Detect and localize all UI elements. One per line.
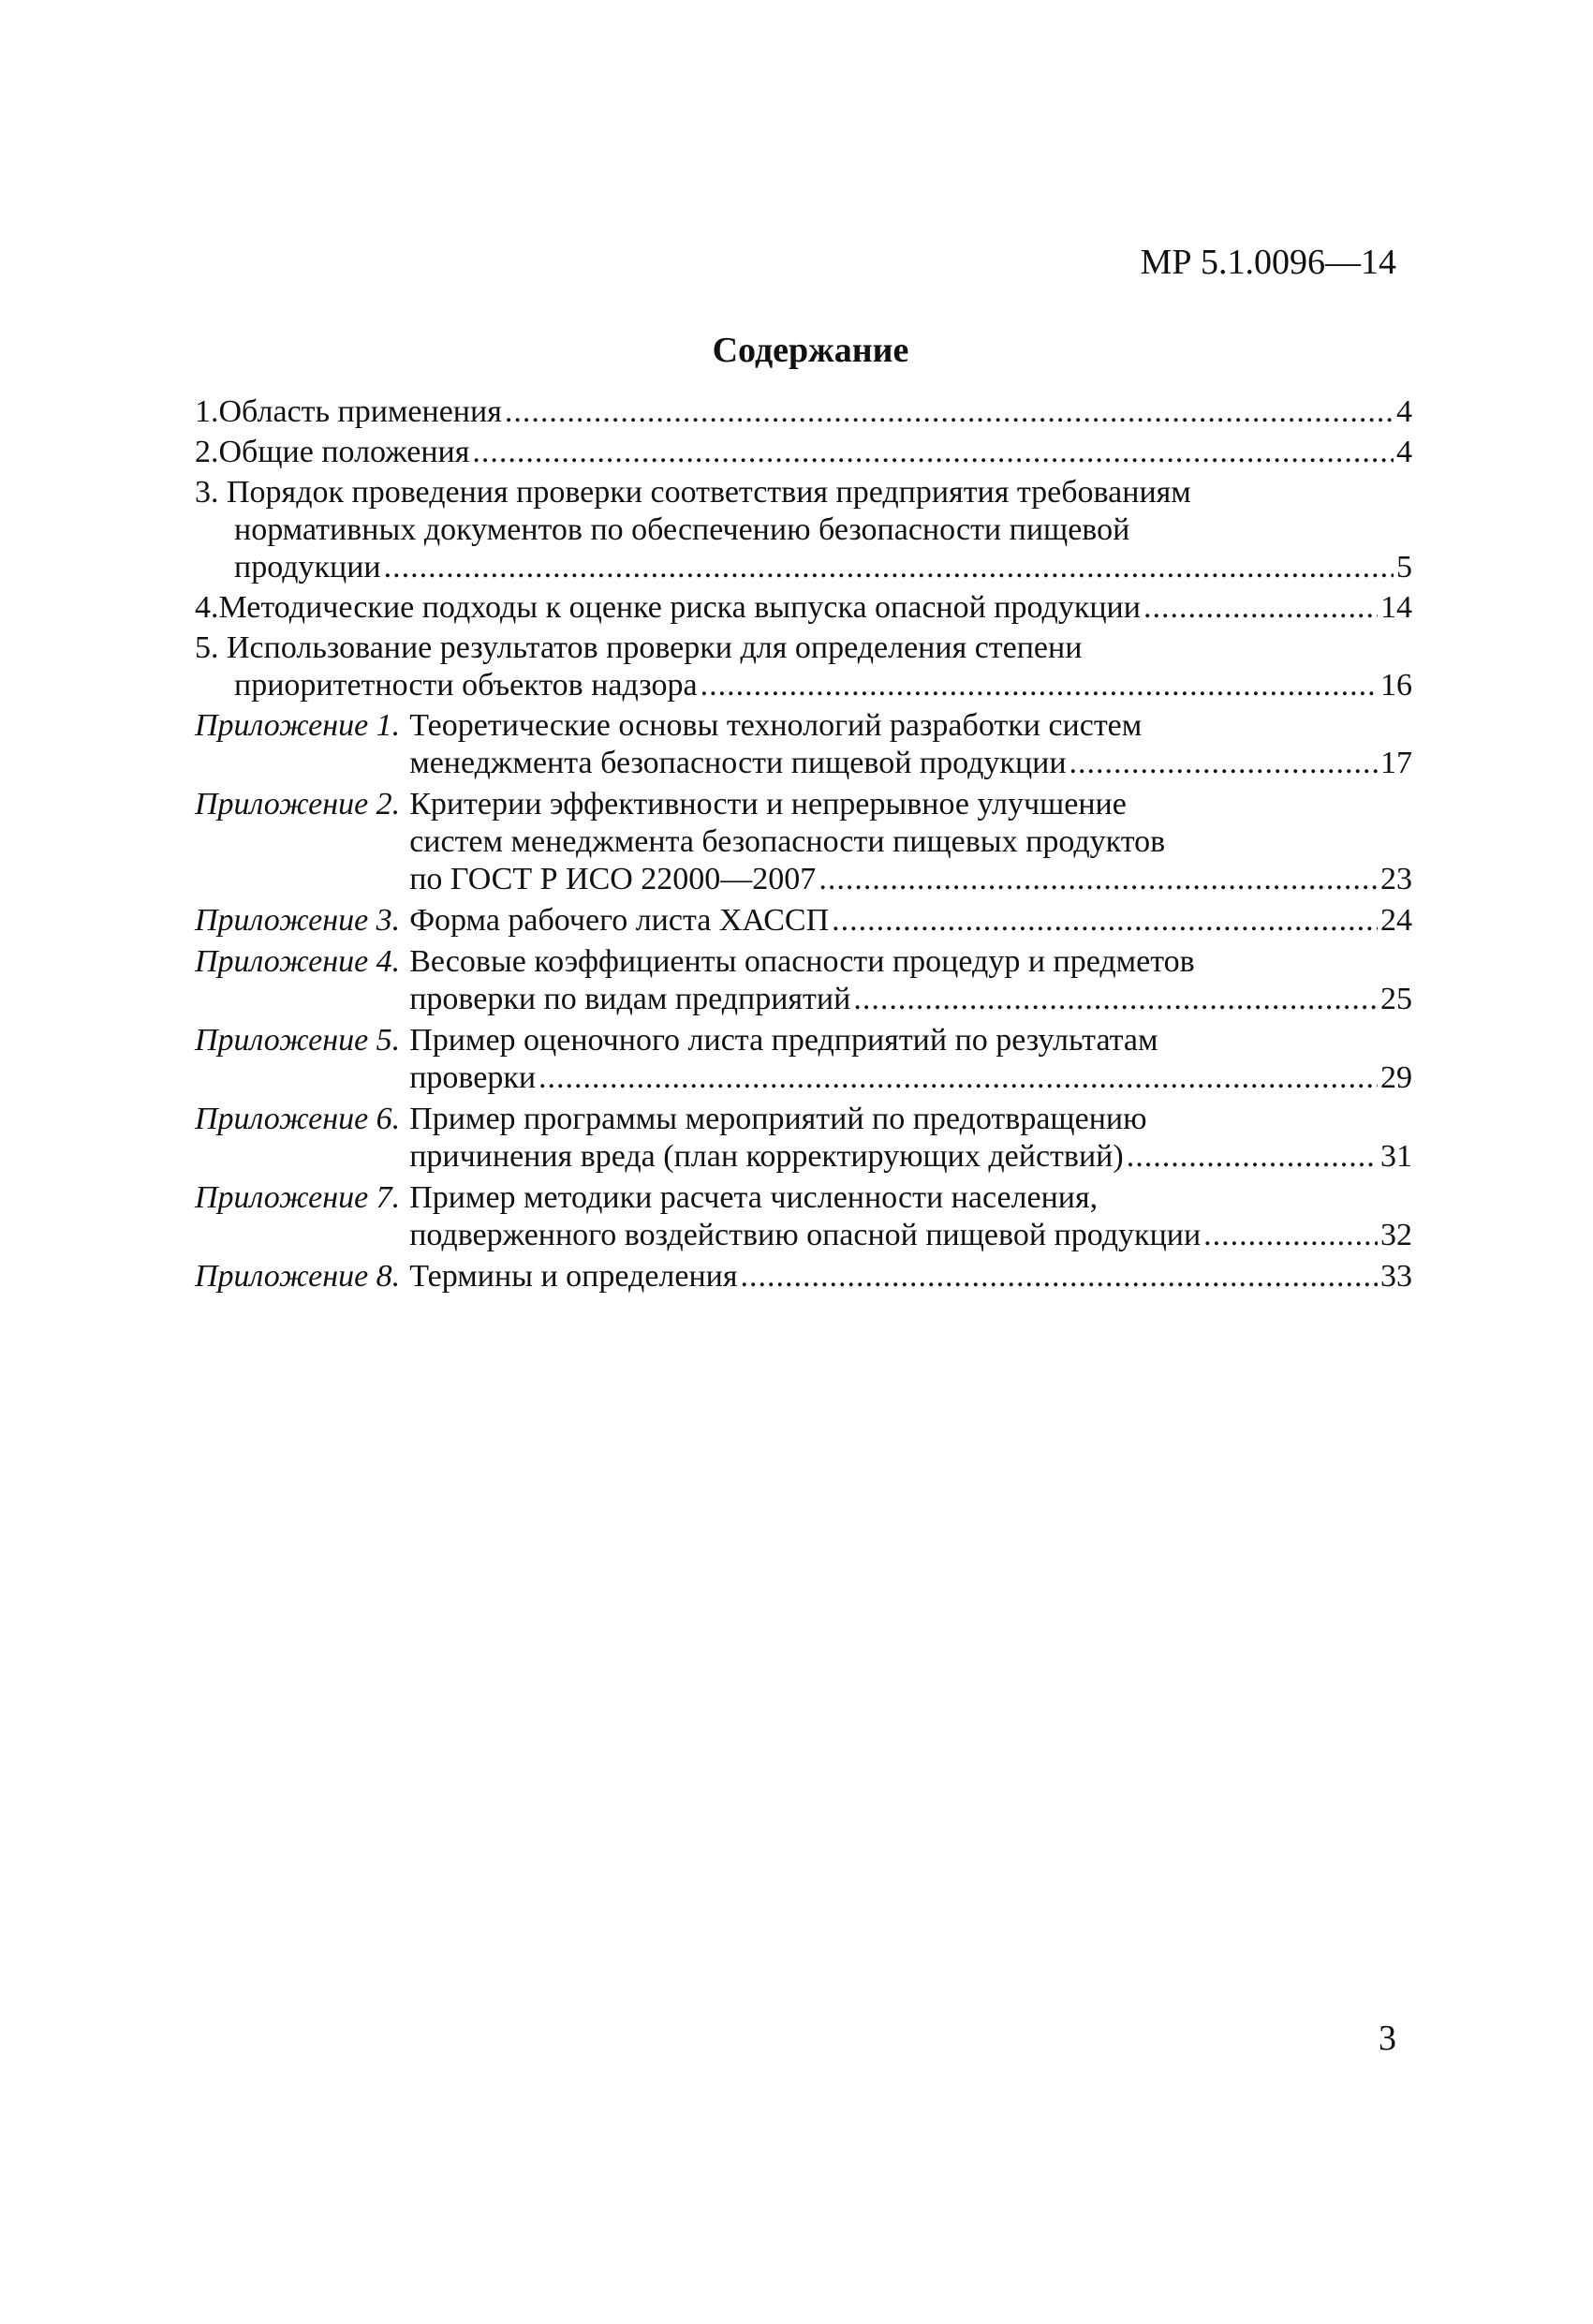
document-code: МР 5.1.0096—14: [1140, 243, 1396, 282]
dot-leader: [505, 393, 1394, 431]
appendix-label: Приложение 6.: [195, 1102, 401, 1136]
appendix-title: Термины и определения: [409, 1259, 738, 1294]
dot-leader: [853, 981, 1378, 1018]
dot-leader: [701, 667, 1378, 704]
toc-appendix-1[interactable]: [195, 707, 1412, 782]
toc-appendix-7[interactable]: [195, 1179, 1412, 1254]
appendix-label: Приложение 1.: [195, 708, 401, 743]
toc-entry-number: 3.: [195, 475, 227, 510]
dot-leader: [1069, 745, 1378, 782]
appendix-title: Пример методики расчета численности населения,: [409, 1180, 1099, 1215]
dot-leader: [472, 434, 1394, 471]
appendix-label: Приложение 2.: [195, 787, 401, 822]
appendix-title-cont: проверки по видам предприятий: [409, 982, 851, 1016]
toc-appendix-5[interactable]: [195, 1022, 1412, 1097]
toc-entry-number: 1.: [195, 394, 219, 429]
toc-entry-title-cont: продукции: [234, 550, 381, 585]
page-number: 3: [1379, 2019, 1396, 2058]
appendix-label: Приложение 3.: [195, 903, 401, 938]
appendix-label: Приложение 7.: [195, 1180, 401, 1215]
toc-appendix-2[interactable]: [195, 786, 1412, 898]
appendix-title-cont: по ГОСТ Р ИСО 22000—2007: [409, 862, 817, 896]
appendix-title-cont: причинения вреда (план корректирующих действий): [409, 1139, 1124, 1174]
appendix-label: Приложение 4.: [195, 944, 401, 979]
appendix-page: 29: [1380, 1060, 1412, 1095]
toc-title: Содержание: [712, 331, 909, 370]
dot-leader: [384, 549, 1394, 586]
appendix-title-cont: проверки: [409, 1060, 537, 1095]
toc-entry-3[interactable]: [195, 474, 1412, 586]
appendix-page: 17: [1380, 746, 1412, 780]
appendix-title: Форма рабочего листа ХАССП: [409, 903, 830, 938]
dot-leader: [832, 902, 1378, 940]
dot-leader: [1203, 1217, 1378, 1254]
toc-entry-title: Использование результатов проверки для определения степени: [227, 630, 1083, 665]
toc-entry-page: 5: [1396, 550, 1412, 585]
dot-leader: [538, 1059, 1378, 1097]
toc-appendix-4[interactable]: [195, 943, 1412, 1018]
dot-leader: [1143, 589, 1378, 627]
appendix-page: 33: [1380, 1259, 1412, 1294]
toc-entry-title: Порядок проведения проверки соответствия предприятия требованиям: [227, 475, 1191, 510]
appendix-label: Приложение 8.: [195, 1259, 401, 1294]
appendix-title: Весовые коэффициенты опасности процедур и предметов: [409, 944, 1195, 979]
toc-entry-title: Методические подходы к оценке риска выпуска опасной продукции: [218, 590, 1141, 625]
toc-entry-number: 2.: [195, 435, 219, 469]
appendix-title: Пример оценочного листа предприятий по результатам: [409, 1023, 1158, 1058]
appendix-page: 24: [1380, 903, 1412, 938]
dot-leader: [819, 861, 1378, 898]
toc-entry-title: Область применения: [218, 394, 502, 429]
toc-entry-number: 4.: [195, 590, 219, 625]
appendix-title: Критерии эффективности и непрерывное улучшение: [409, 787, 1127, 822]
toc-entry-title: Общие положения: [218, 435, 470, 469]
appendix-title-cont: менеджмента безопасности пищевой продукции: [409, 746, 1067, 780]
toc-entry-page: 4: [1396, 394, 1412, 429]
appendix-page: 31: [1380, 1139, 1412, 1174]
toc-entry-1[interactable]: [195, 393, 1412, 431]
toc-appendix-3[interactable]: [195, 902, 1412, 940]
toc-entry-5[interactable]: [195, 629, 1412, 704]
toc-entry-page: 16: [1380, 668, 1412, 703]
toc-appendix-8[interactable]: [195, 1258, 1412, 1295]
toc-entry-number: 5.: [195, 630, 227, 665]
appendix-page: 25: [1380, 982, 1412, 1016]
appendix-label: Приложение 5.: [195, 1023, 401, 1058]
appendix-title: Пример программы мероприятий по предотвращению: [409, 1102, 1147, 1136]
toc-entry-title-cont: нормативных документов по обеспечению безопасности пищевой: [234, 512, 1130, 547]
toc-entry-page: 14: [1380, 590, 1412, 625]
table-of-contents: [195, 393, 1412, 1299]
toc-entry-title-cont: приоритетности объектов надзора: [234, 668, 698, 703]
dot-leader: [1127, 1138, 1378, 1176]
appendix-page: 32: [1380, 1218, 1412, 1252]
appendix-title: Теоретические основы технологий разработки систем: [409, 708, 1143, 743]
toc-entry-4[interactable]: [195, 589, 1412, 627]
appendix-title-cont: систем менеджмента безопасности пищевых продуктов: [409, 824, 1166, 859]
dot-leader: [741, 1258, 1379, 1295]
toc-entry-page: 4: [1396, 435, 1412, 469]
appendix-page: 23: [1380, 862, 1412, 896]
toc-entry-2[interactable]: [195, 434, 1412, 471]
appendix-title-cont: подверженного воздействию опасной пищевой продукции: [409, 1218, 1202, 1252]
toc-appendix-6[interactable]: [195, 1101, 1412, 1176]
